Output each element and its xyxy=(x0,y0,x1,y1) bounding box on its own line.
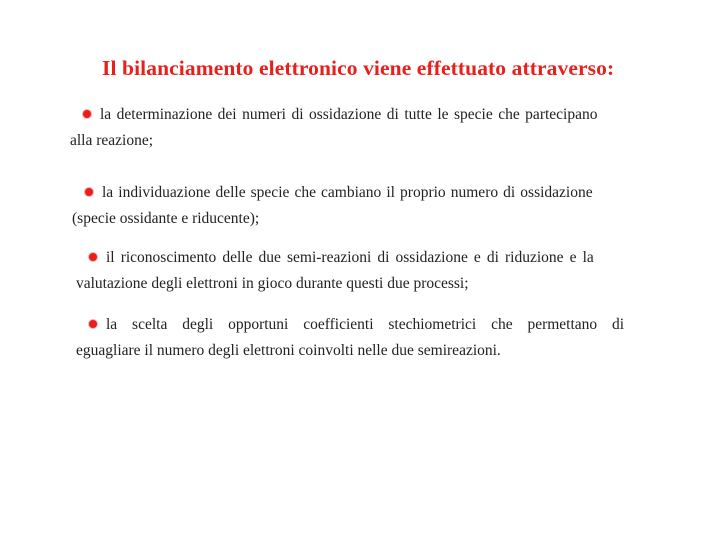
list-item-text-line2: (specie ossidante e riducente); xyxy=(72,210,260,227)
list-item-text-line2: alla reazione; xyxy=(70,132,154,149)
list-item-text-line2: valutazione degli elettroni in gioco durante questi due processi; xyxy=(76,275,469,292)
red-dot-bullet-icon xyxy=(88,252,98,262)
list-item-text-line1: la scelta degli opportuni coefficienti stechiometrici che permettano di xyxy=(106,316,625,333)
list-item xyxy=(76,312,642,364)
list-item-text-line2: eguagliare il numero degli elettroni coinvolti nelle due semireazioni. xyxy=(76,342,501,359)
list-item-text-line1: il riconoscimento delle due semi-reazioni di ossidazione e di riduzione e la xyxy=(106,249,594,266)
red-dot-bullet-icon xyxy=(84,187,94,197)
list-item xyxy=(70,102,640,154)
list-item-text-line1: la determinazione dei numeri di ossidazione di tutte le specie che partecipano xyxy=(100,106,598,123)
list-item-text-line1: la individuazione delle specie che cambiano il proprio numero di ossidazione xyxy=(102,184,593,201)
list-item xyxy=(76,245,642,297)
slide-title: Il bilanciamento elettronico viene effettuato attraverso: xyxy=(102,56,615,80)
list-item xyxy=(72,180,642,232)
red-dot-bullet-icon xyxy=(88,319,98,329)
red-dot-bullet-icon xyxy=(82,109,92,119)
